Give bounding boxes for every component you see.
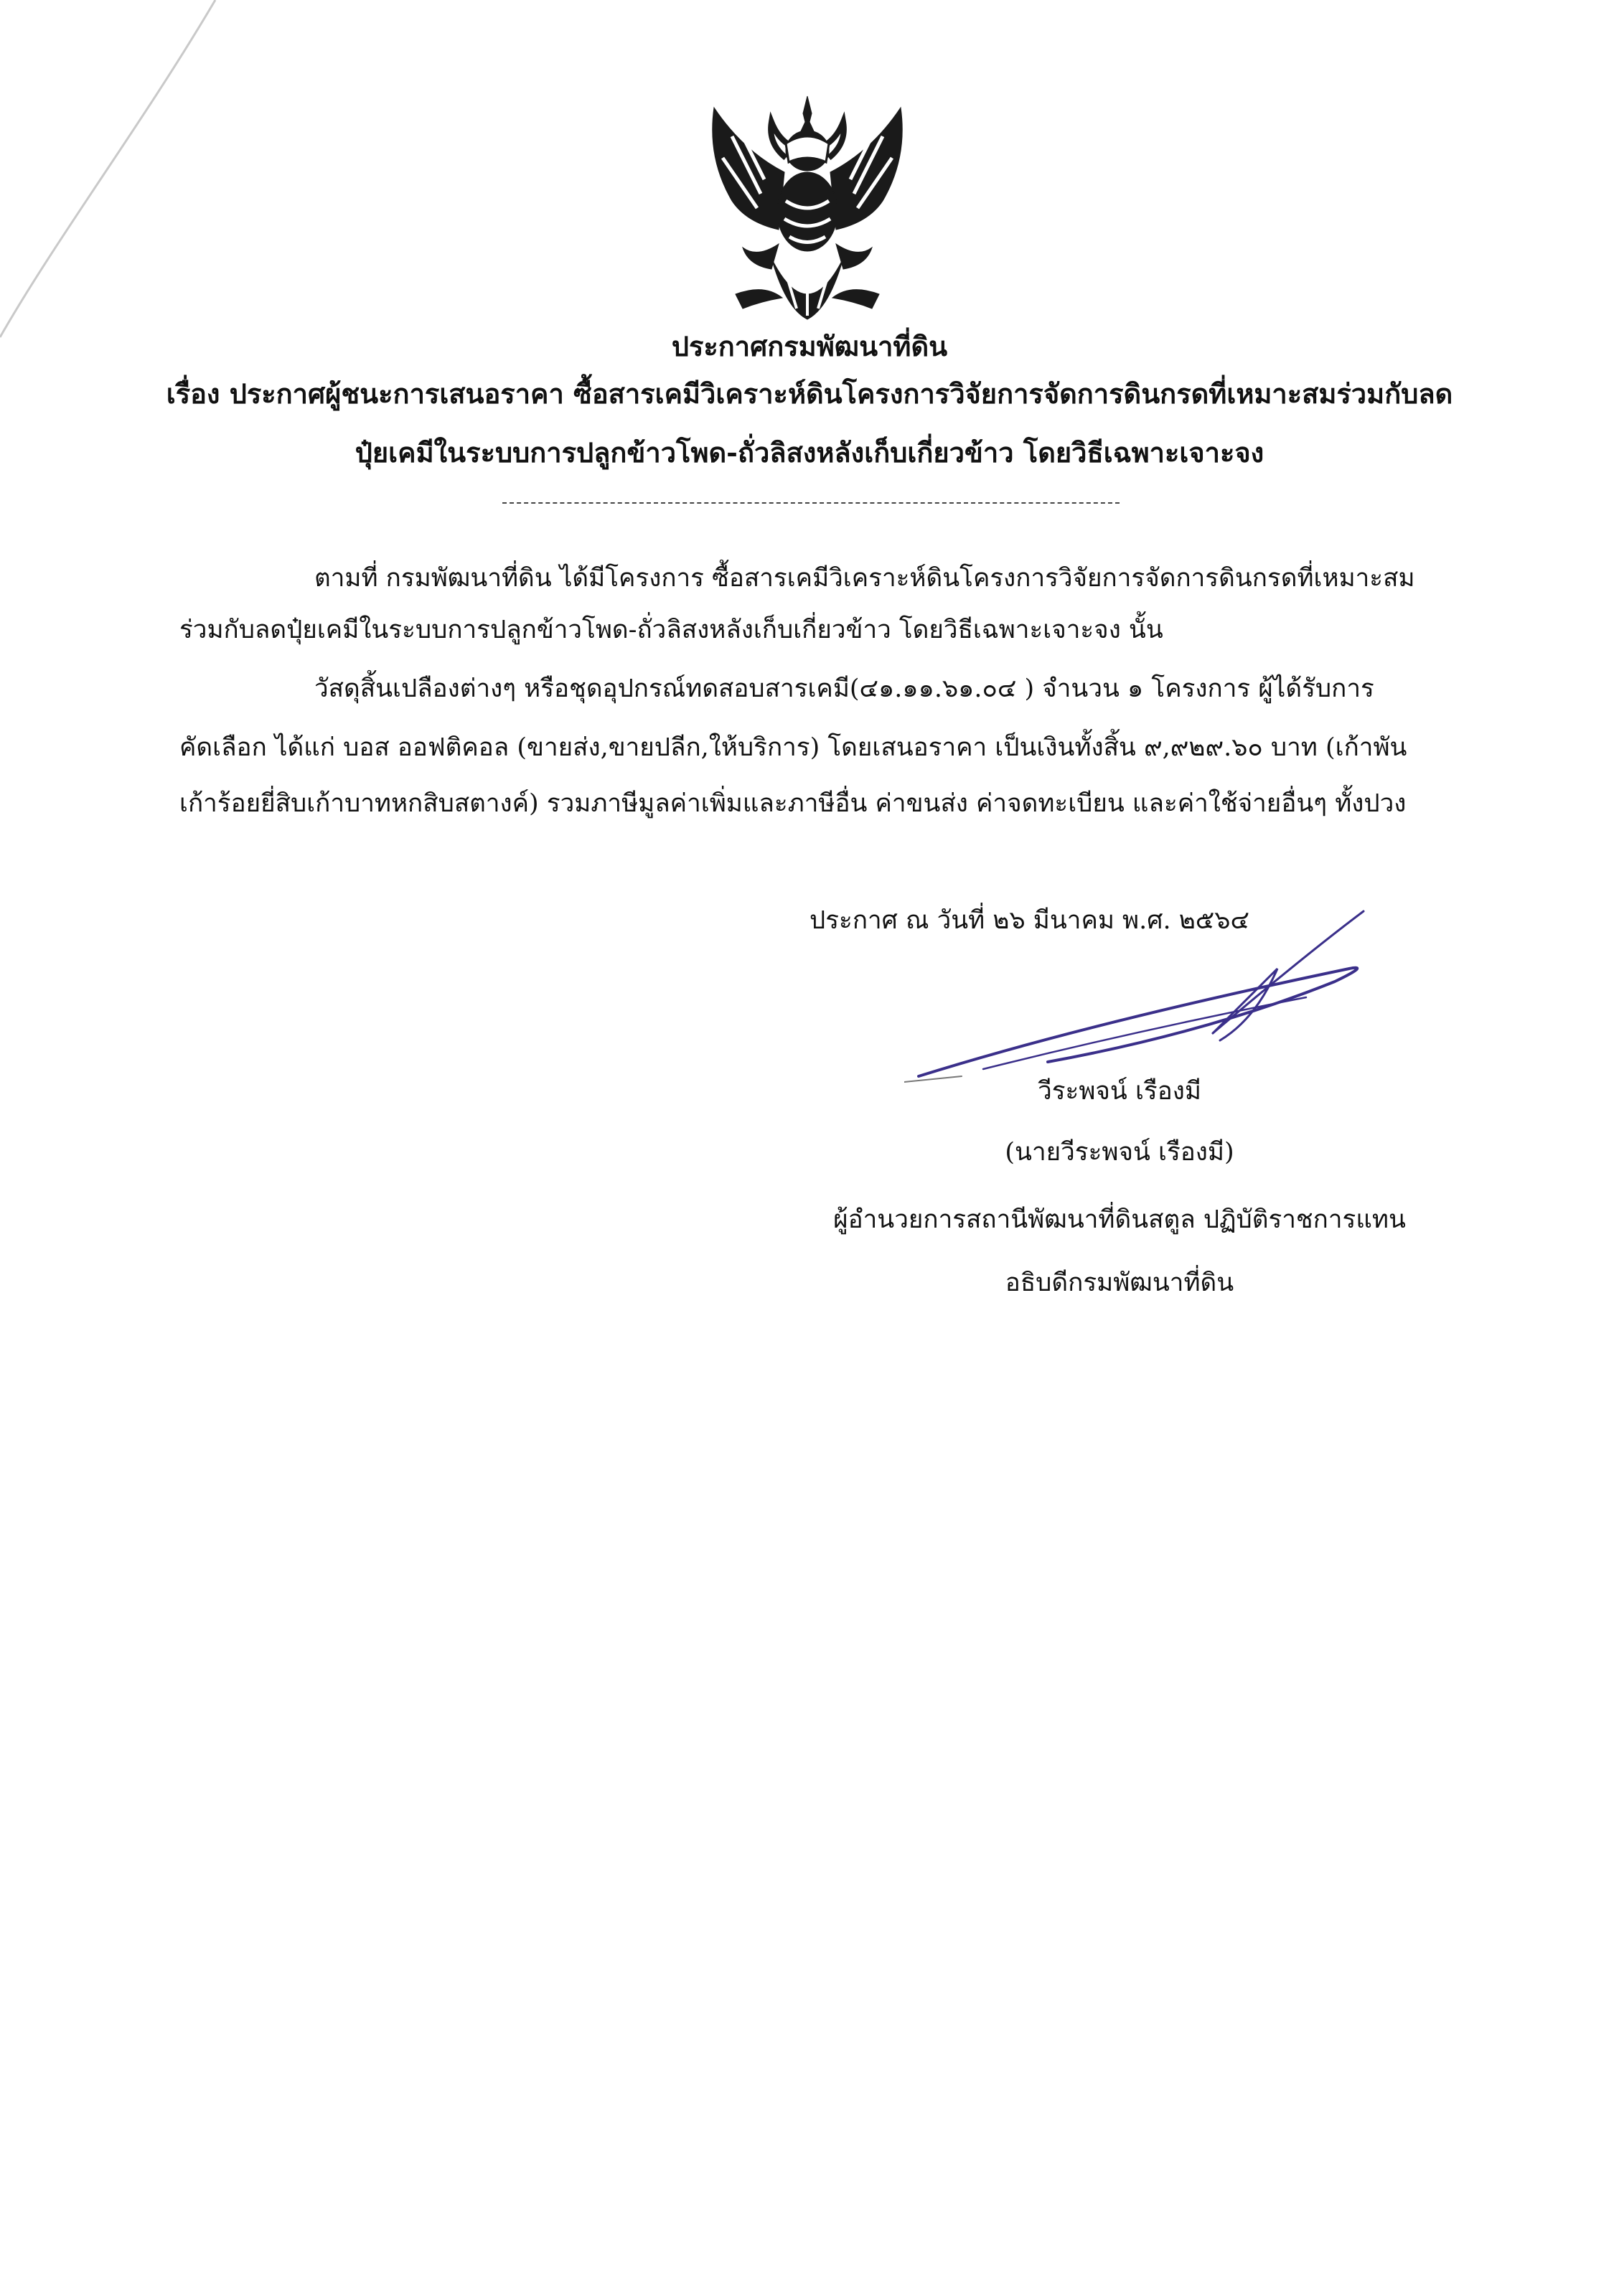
separator-line <box>502 502 1120 504</box>
signatory-name: วีระพจน์ เรืองมี <box>1038 1077 1201 1106</box>
paragraph-1-line-1: ตามที่ กรมพัฒนาที่ดิน ได้มีโครงการ ซื้อสารเคมีวิเคราะห์ดินโครงการวิจัยการจัดการดินกรดที่เหมาะสม <box>314 564 1415 593</box>
paragraph-2-line-2: คัดเลือก ได้แก่ บอส ออฟติคอล (ขายส่ง,ขายปลีก,ให้บริการ) โดยเสนอราคา เป็นเงินทั้งสิ้น ๙,๙๒๙.๖๐ บาท (เก้าพัน <box>179 733 1407 762</box>
paragraph-2-line-1: วัสดุสิ้นเปลืองต่างๆ หรือชุดอุปกรณ์ทดสอบสารเคมี(๔๑.๑๑.๖๑.๐๔ ) จำนวน ๑ โครงการ ผู้ได้รับการ <box>314 674 1374 703</box>
paragraph-2-line-3: เก้าร้อยยี่สิบเก้าบาทหกสิบสตางค์) รวมภาษีมูลค่าเพิ่มและภาษีอื่น ค่าขนส่ง ค่าจดทะเบียน และค่าใช้จ่ายอื่นๆ ทั้งปวง <box>179 789 1407 818</box>
signatory-on-behalf: อธิบดีกรมพัฒนาที่ดิน <box>1005 1269 1234 1297</box>
announcement-title: ประกาศกรมพัฒนาที่ดิน <box>671 330 948 362</box>
subject-line-1: เรื่อง ประกาศผู้ชนะการเสนอราคา ซื้อสารเคมีวิเคราะห์ดินโครงการวิจัยการจัดการดินกรดที่เหมาะสมร่วมกับลด <box>166 377 1453 410</box>
signatory-position: ผู้อำนวยการสถานีพัฒนาที่ดินสตูล ปฏิบัติราชการแทน <box>833 1205 1406 1234</box>
handwritten-signature <box>904 897 1371 1098</box>
paragraph-1-line-2: ร่วมกับลดปุ๋ยเคมีในระบบการปลูกข้าวโพด-ถั่วลิสงหลังเก็บเกี่ยวข้าว โดยวิธีเฉพาะเจาะจง นั้น <box>179 616 1163 644</box>
garuda-emblem-icon <box>693 93 922 326</box>
subject-line-2: ปุ๋ยเคมีในระบบการปลูกข้าวโพด-ถั่วลิสงหลังเก็บเกี่ยวข้าว โดยวิธีเฉพาะเจาะจง <box>355 436 1264 469</box>
announcement-date: ประกาศ ณ วันที่ ๒๖ มีนาคม พ.ศ. ๒๕๖๔ <box>810 906 1249 935</box>
signatory-full-name: (นายวีระพจน์ เรืองมี) <box>1005 1138 1234 1167</box>
